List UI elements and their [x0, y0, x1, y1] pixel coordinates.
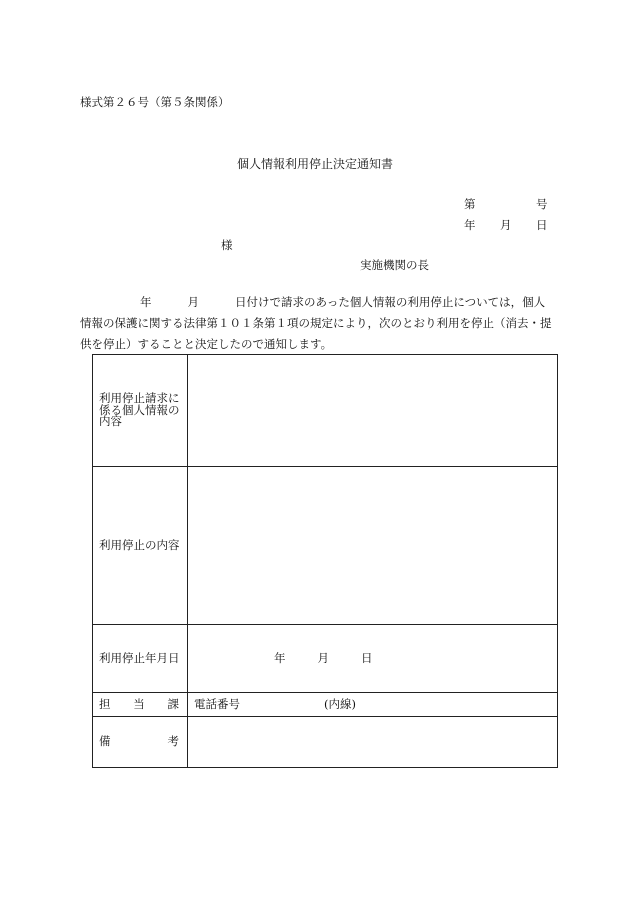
- body-day-text: 日付けで請求のあった個人情報の利用停止については，個人: [235, 295, 546, 309]
- issue-date-month: 月: [500, 218, 512, 232]
- extension-label: (内線): [324, 696, 356, 711]
- table-row-remarks: [93, 717, 558, 768]
- body-line-1: [80, 297, 545, 309]
- body-line-3: 供を停止）することと決定したので通知します。: [80, 337, 333, 351]
- label-suspension-content: 利用停止の内容: [93, 467, 188, 625]
- suspension-date-day: 日: [361, 650, 373, 665]
- label-char: 考: [167, 734, 179, 749]
- issue-date-day: 日: [536, 218, 548, 232]
- label-remarks: [93, 717, 188, 768]
- label-line: 内容: [99, 414, 122, 429]
- suspension-date-year: 年: [274, 650, 286, 665]
- label-request-content: [93, 355, 188, 467]
- body-line-2: 情報の保護に関する法律第１０１条第１項の規定により，次のとおり利用を停止（消去・提: [80, 316, 552, 330]
- field-remarks[interactable]: [188, 717, 558, 768]
- body-year: 年: [140, 295, 152, 309]
- label-char: 当: [133, 696, 145, 711]
- field-request-content[interactable]: [188, 355, 558, 467]
- issuer-name: 実施機関の長: [360, 258, 429, 272]
- body-month: 月: [187, 295, 199, 309]
- table-row-request-content: [93, 355, 558, 467]
- addressee-honorific: 様: [221, 238, 233, 252]
- doc-number-suffix: 号: [536, 197, 548, 211]
- document-title: 個人情報利用停止決定通知書: [236, 157, 393, 171]
- notice-table: [92, 354, 558, 768]
- phone-label: 電話番号: [194, 696, 240, 711]
- label-char: 課: [167, 696, 179, 711]
- table-row-suspension-content: [93, 467, 558, 625]
- label-line: 係る個人情報の: [99, 402, 180, 417]
- doc-number-prefix: 第: [464, 197, 476, 211]
- issue-date-year: 年: [464, 218, 476, 232]
- label-char: 担: [99, 696, 111, 711]
- form-number: 様式第２６号（第５条関係）: [80, 95, 230, 109]
- label-char: 備: [99, 734, 111, 749]
- field-department[interactable]: [188, 693, 558, 717]
- table-row-department: [93, 693, 558, 717]
- field-suspension-date[interactable]: [188, 625, 558, 693]
- table-row-suspension-date: [93, 625, 558, 693]
- field-suspension-content[interactable]: [188, 467, 558, 625]
- label-line: 利用停止請求に: [99, 391, 180, 406]
- label-department: [93, 693, 188, 717]
- suspension-date-month: 月: [317, 650, 329, 665]
- label-suspension-date: 利用停止年月日: [93, 625, 188, 693]
